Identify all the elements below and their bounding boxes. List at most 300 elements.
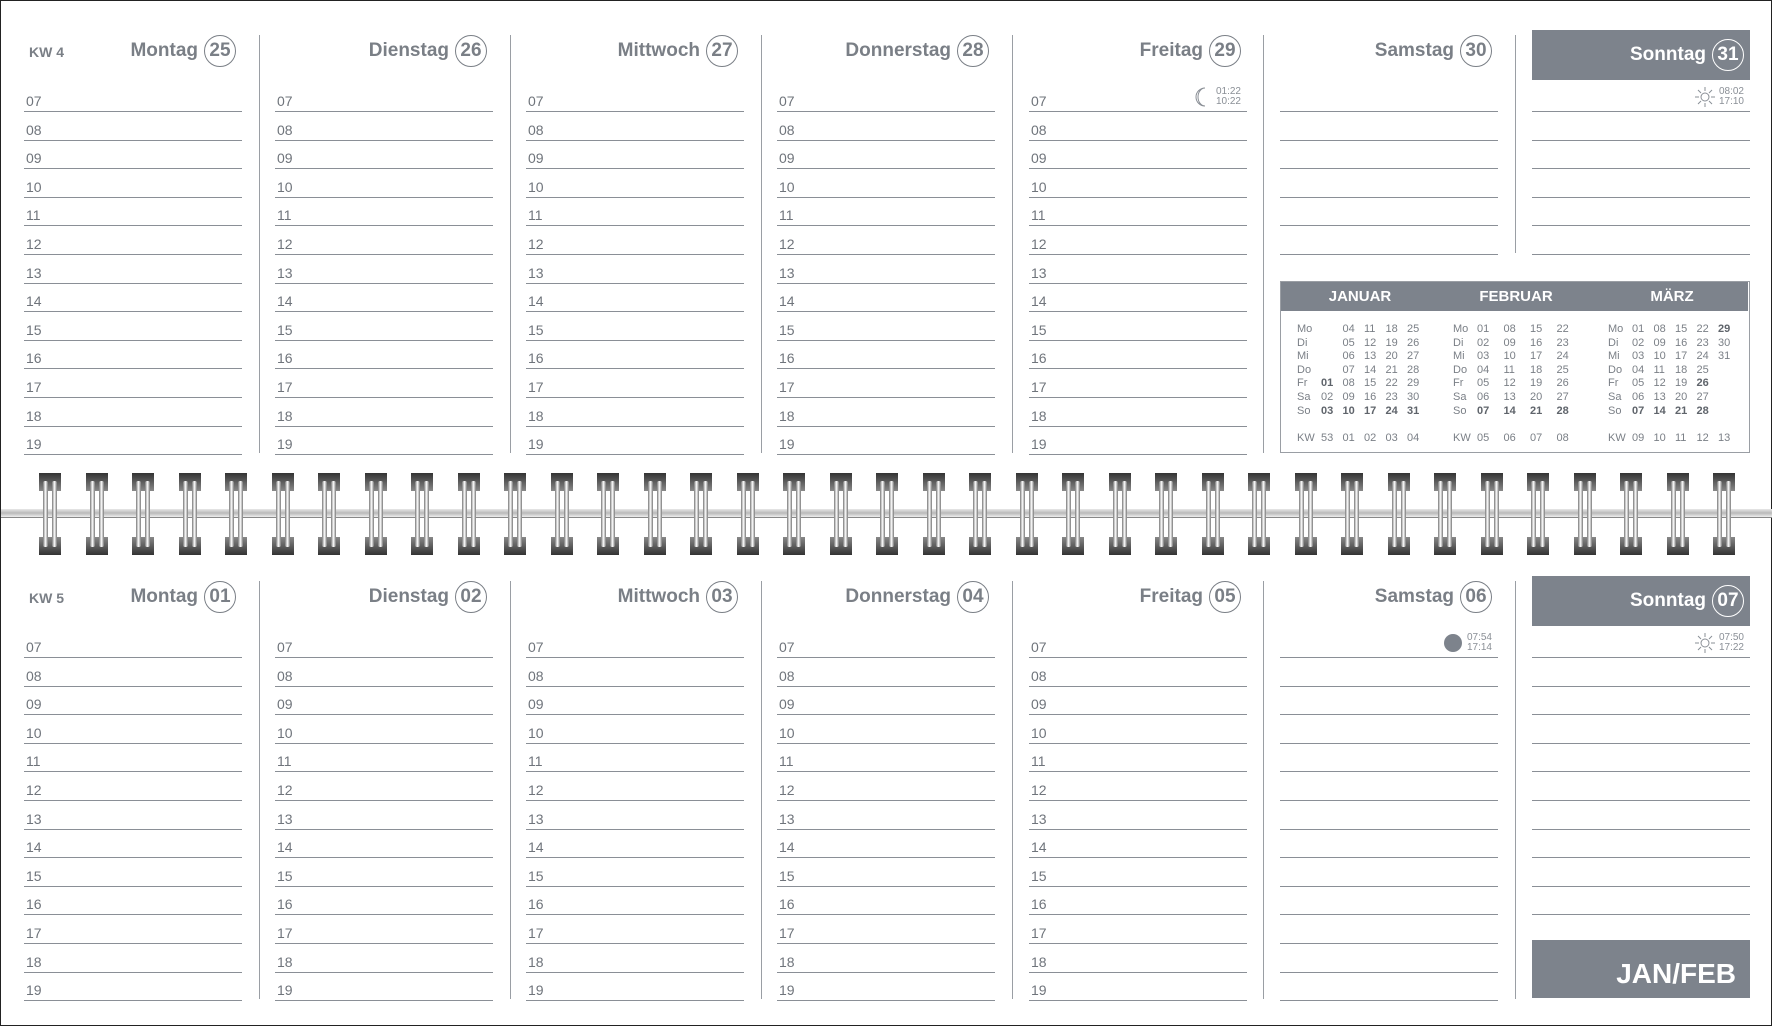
hour-line[interactable] — [777, 311, 995, 312]
hour-line[interactable] — [24, 197, 242, 198]
hour-line[interactable] — [1280, 743, 1498, 744]
date-cell[interactable]: 20 — [1675, 391, 1688, 403]
hour-line[interactable] — [526, 311, 744, 312]
date-cell[interactable]: 06 — [1342, 350, 1355, 363]
weekday-label: Mi — [1608, 350, 1620, 363]
hour-line[interactable] — [275, 943, 493, 944]
date-cell[interactable]: 19 — [1530, 377, 1543, 390]
hour-line[interactable] — [1029, 714, 1247, 715]
date-cell[interactable]: 28 — [1407, 363, 1420, 376]
date-cell[interactable]: 27 — [1407, 350, 1420, 363]
hour-line[interactable] — [1280, 1000, 1498, 1001]
date-cell[interactable]: 20 — [1530, 391, 1543, 403]
hour-line[interactable] — [1029, 397, 1247, 398]
hour-line[interactable] — [24, 943, 242, 944]
date-cell[interactable]: 10 — [1653, 432, 1666, 444]
date-cell[interactable]: 22 — [1556, 323, 1569, 335]
hour-line[interactable] — [275, 197, 493, 198]
hour-line[interactable] — [275, 857, 493, 858]
hour-line[interactable] — [1029, 743, 1247, 744]
date-cell[interactable]: 08 — [1653, 323, 1666, 335]
hour-line[interactable] — [1280, 943, 1498, 944]
hour-line[interactable] — [1532, 829, 1750, 830]
hour-line[interactable] — [275, 686, 493, 687]
hour-line[interactable] — [1532, 914, 1750, 915]
date-cell[interactable]: 15 — [1364, 377, 1377, 390]
hour-line[interactable] — [1029, 857, 1247, 858]
date-cell[interactable]: 13 — [1718, 432, 1731, 444]
date-cell[interactable]: 21 — [1385, 363, 1398, 376]
date-cell[interactable]: 02 — [1321, 391, 1334, 403]
hour-line[interactable] — [24, 829, 242, 830]
date-cell[interactable]: 27 — [1696, 391, 1709, 403]
coil-wire — [741, 481, 746, 547]
hour-line[interactable] — [1532, 168, 1750, 169]
hour-line[interactable] — [1029, 972, 1247, 973]
hour-label: 16 — [779, 896, 795, 913]
date-cell[interactable]: 02 — [1477, 336, 1490, 349]
hour-line[interactable] — [777, 454, 995, 455]
hour-line[interactable] — [1029, 829, 1247, 830]
hour-line[interactable] — [24, 800, 242, 801]
hour-line[interactable] — [526, 225, 744, 226]
hour-line[interactable] — [24, 283, 242, 284]
date-cell[interactable]: 19 — [1385, 336, 1398, 349]
coil-wire — [517, 481, 522, 547]
date-cell[interactable]: 01 — [1321, 377, 1334, 390]
hour-line[interactable] — [1280, 800, 1498, 801]
date-cell[interactable]: 03 — [1632, 350, 1645, 363]
date-cell[interactable]: 30 — [1407, 391, 1420, 403]
date-cell[interactable]: 18 — [1385, 323, 1398, 335]
hour-line[interactable] — [24, 254, 242, 255]
date-cell[interactable]: 10 — [1653, 350, 1666, 363]
date-cell[interactable]: 17 — [1530, 350, 1543, 363]
hour-line[interactable] — [1029, 111, 1247, 112]
date-cell[interactable]: 30 — [1718, 336, 1731, 349]
hour-line[interactable] — [1532, 857, 1750, 858]
hour-line[interactable] — [1280, 111, 1498, 112]
hour-line[interactable] — [526, 426, 744, 427]
date-cell[interactable]: 09 — [1503, 336, 1516, 349]
hour-line[interactable] — [777, 397, 995, 398]
day-header[interactable] — [1270, 26, 1498, 76]
hour-line[interactable] — [777, 943, 995, 944]
date-cell[interactable]: 31 — [1407, 404, 1420, 417]
hour-line[interactable] — [1029, 1000, 1247, 1001]
hour-line[interactable] — [275, 1000, 493, 1001]
date-cell[interactable]: 23 — [1385, 391, 1398, 403]
hour-line[interactable] — [1280, 771, 1498, 772]
hour-line[interactable] — [275, 972, 493, 973]
date-cell[interactable]: 10 — [1503, 350, 1516, 363]
day-header[interactable] — [1019, 26, 1247, 76]
hour-line[interactable] — [526, 340, 744, 341]
hour-line[interactable] — [1532, 800, 1750, 801]
date-cell[interactable]: 15 — [1530, 323, 1543, 335]
hour-line[interactable] — [777, 168, 995, 169]
hour-line[interactable] — [777, 800, 995, 801]
date-cell[interactable]: 03 — [1477, 350, 1490, 363]
hour-line[interactable] — [1029, 943, 1247, 944]
date-cell[interactable]: 12 — [1364, 336, 1377, 349]
day-header[interactable] — [14, 572, 242, 622]
hour-line[interactable] — [275, 368, 493, 369]
date-cell[interactable]: 18 — [1675, 363, 1688, 376]
date-cell[interactable]: 02 — [1364, 432, 1377, 444]
hour-line[interactable] — [275, 111, 493, 112]
date-cell[interactable]: 16 — [1675, 336, 1688, 349]
date-cell[interactable]: 08 — [1556, 432, 1569, 444]
hour-line[interactable] — [1029, 914, 1247, 915]
hour-line[interactable] — [1532, 771, 1750, 772]
hour-line[interactable] — [526, 1000, 744, 1001]
date-cell[interactable]: 23 — [1556, 336, 1569, 349]
hour-line[interactable] — [1532, 657, 1750, 658]
date-cell[interactable]: 26 — [1407, 336, 1420, 349]
date-cell[interactable]: 07 — [1530, 432, 1543, 444]
hour-line[interactable] — [1029, 368, 1247, 369]
day-header[interactable] — [1019, 572, 1247, 622]
hour-line[interactable] — [1280, 857, 1498, 858]
hour-line[interactable] — [1280, 254, 1498, 255]
hour-line[interactable] — [24, 397, 242, 398]
hour-line[interactable] — [24, 368, 242, 369]
hour-label: 07 — [779, 93, 795, 109]
hour-line[interactable] — [275, 714, 493, 715]
hour-line[interactable] — [24, 454, 242, 455]
hour-line[interactable] — [24, 311, 242, 312]
date-cell[interactable]: 07 — [1477, 404, 1490, 417]
date-cell[interactable]: 11 — [1503, 363, 1515, 376]
hour-line[interactable] — [1532, 111, 1750, 112]
date-cell[interactable]: 15 — [1675, 323, 1688, 335]
hour-line[interactable] — [1029, 800, 1247, 801]
date-cell[interactable]: 13 — [1653, 391, 1666, 403]
month-name: MÄRZ — [1650, 288, 1694, 305]
hour-line[interactable] — [1280, 686, 1498, 687]
date-cell[interactable]: 02 — [1632, 336, 1645, 349]
date-cell[interactable]: 28 — [1556, 404, 1569, 417]
hour-line[interactable] — [526, 397, 744, 398]
date-cell[interactable]: 14 — [1653, 404, 1666, 417]
hour-line[interactable] — [24, 140, 242, 141]
hour-line[interactable] — [1029, 771, 1247, 772]
hour-line[interactable] — [1532, 743, 1750, 744]
hour-line[interactable] — [275, 771, 493, 772]
date-cell[interactable]: 06 — [1503, 432, 1516, 444]
hour-line[interactable] — [777, 771, 995, 772]
hour-line[interactable] — [1280, 140, 1498, 141]
hour-line[interactable] — [275, 914, 493, 915]
hour-line[interactable] — [24, 657, 242, 658]
hour-line[interactable] — [777, 426, 995, 427]
hour-line[interactable] — [777, 914, 995, 915]
date-cell[interactable]: 11 — [1675, 432, 1687, 444]
day-number: 28 — [957, 35, 989, 67]
coil-wire — [1354, 481, 1359, 547]
date-cell[interactable]: 04 — [1407, 432, 1420, 444]
hour-line[interactable] — [1029, 886, 1247, 887]
hour-line[interactable] — [1029, 283, 1247, 284]
hour-line[interactable] — [1280, 714, 1498, 715]
hour-line[interactable] — [777, 743, 995, 744]
hour-line[interactable] — [1029, 340, 1247, 341]
hour-line[interactable] — [777, 368, 995, 369]
date-cell[interactable]: 11 — [1653, 363, 1665, 376]
hour-line[interactable] — [777, 857, 995, 858]
date-cell[interactable]: 22 — [1385, 377, 1398, 390]
date-cell[interactable]: 29 — [1718, 323, 1731, 335]
date-cell[interactable]: 26 — [1696, 377, 1709, 390]
hour-line[interactable] — [526, 686, 744, 687]
hour-line[interactable] — [24, 857, 242, 858]
hour-line[interactable] — [1280, 829, 1498, 830]
date-cell[interactable]: 03 — [1385, 432, 1398, 444]
day-header[interactable] — [1532, 576, 1750, 626]
hour-line[interactable] — [1532, 254, 1750, 255]
hour-line[interactable] — [24, 771, 242, 772]
hour-line[interactable] — [275, 254, 493, 255]
hour-line[interactable] — [1280, 168, 1498, 169]
date-cell[interactable]: 17 — [1364, 404, 1377, 417]
hour-line[interactable] — [526, 714, 744, 715]
hour-line[interactable] — [1280, 886, 1498, 887]
hour-line[interactable] — [777, 340, 995, 341]
hour-line[interactable] — [1280, 225, 1498, 226]
date-cell[interactable]: 19 — [1675, 377, 1688, 390]
date-cell[interactable]: 16 — [1364, 391, 1377, 403]
hour-line[interactable] — [275, 454, 493, 455]
hour-line[interactable] — [526, 111, 744, 112]
date-cell[interactable]: 12 — [1653, 377, 1666, 390]
column-divider — [1263, 581, 1264, 999]
hour-line[interactable] — [526, 829, 744, 830]
hour-line[interactable] — [1532, 140, 1750, 141]
date-cell[interactable]: 05 — [1632, 377, 1645, 390]
day-header[interactable] — [1532, 30, 1750, 80]
hour-line[interactable] — [275, 140, 493, 141]
hour-line[interactable] — [1029, 311, 1247, 312]
date-cell[interactable]: 05 — [1342, 336, 1355, 349]
hour-line[interactable] — [777, 254, 995, 255]
hour-line[interactable] — [1280, 972, 1498, 973]
hour-line[interactable] — [777, 657, 995, 658]
hour-line[interactable] — [275, 311, 493, 312]
day-header[interactable] — [265, 572, 493, 622]
hour-line[interactable] — [24, 714, 242, 715]
hour-line[interactable] — [275, 397, 493, 398]
day-header[interactable] — [1270, 572, 1498, 622]
date-cell[interactable]: 21 — [1530, 404, 1543, 417]
date-cell[interactable]: 08 — [1503, 323, 1516, 335]
date-cell[interactable]: 04 — [1632, 363, 1645, 376]
hour-line[interactable] — [275, 426, 493, 427]
hour-line[interactable] — [24, 340, 242, 341]
date-cell[interactable]: 25 — [1556, 363, 1569, 376]
date-cell[interactable]: 16 — [1530, 336, 1543, 349]
hour-line[interactable] — [24, 886, 242, 887]
coil-wire — [973, 481, 978, 547]
date-cell[interactable]: 22 — [1696, 323, 1709, 335]
hour-label: 15 — [1031, 321, 1047, 338]
date-cell[interactable]: 24 — [1385, 404, 1398, 417]
date-cell[interactable]: 06 — [1477, 391, 1490, 403]
coil-wire — [1578, 481, 1583, 547]
date-cell[interactable]: 09 — [1342, 391, 1355, 403]
date-cell[interactable]: 08 — [1342, 377, 1355, 390]
day-header[interactable] — [767, 26, 995, 76]
hour-line[interactable] — [1029, 426, 1247, 427]
hour-line[interactable] — [526, 140, 744, 141]
day-header[interactable] — [767, 572, 995, 622]
date-cell[interactable]: 23 — [1696, 336, 1709, 349]
date-cell[interactable]: 20 — [1385, 350, 1398, 363]
hour-line[interactable] — [777, 197, 995, 198]
hour-line[interactable] — [777, 686, 995, 687]
hour-line[interactable] — [526, 800, 744, 801]
hour-line[interactable] — [526, 368, 744, 369]
hour-line[interactable] — [275, 225, 493, 226]
hour-line[interactable] — [1532, 197, 1750, 198]
hour-line[interactable] — [1532, 886, 1750, 887]
hour-line[interactable] — [1532, 686, 1750, 687]
hour-line[interactable] — [526, 972, 744, 973]
date-cell[interactable]: 14 — [1503, 404, 1516, 417]
hour-line[interactable] — [24, 686, 242, 687]
date-cell[interactable]: 25 — [1407, 323, 1420, 335]
hour-line[interactable] — [526, 454, 744, 455]
hour-line[interactable] — [1532, 714, 1750, 715]
hour-line[interactable] — [777, 886, 995, 887]
date-cell[interactable]: 24 — [1696, 350, 1709, 363]
coil-wire — [648, 481, 653, 547]
hour-line[interactable] — [777, 283, 995, 284]
hour-line[interactable] — [526, 857, 744, 858]
date-cell[interactable]: 01 — [1477, 323, 1490, 335]
date-cell[interactable]: 24 — [1556, 350, 1569, 363]
hour-line[interactable] — [1029, 254, 1247, 255]
date-cell[interactable]: 11 — [1364, 323, 1376, 335]
hour-line[interactable] — [24, 111, 242, 112]
date-cell[interactable]: 21 — [1675, 404, 1688, 417]
hour-line[interactable] — [526, 168, 744, 169]
date-cell[interactable]: 10 — [1342, 404, 1355, 417]
hour-line[interactable] — [777, 972, 995, 973]
spiral-coil — [1388, 473, 1410, 555]
hour-line[interactable] — [777, 829, 995, 830]
date-cell[interactable]: 53 — [1321, 432, 1334, 444]
hour-line[interactable] — [1280, 657, 1498, 658]
hour-line[interactable] — [526, 743, 744, 744]
hour-line[interactable] — [1029, 657, 1247, 658]
hour-line[interactable] — [275, 800, 493, 801]
date-cell[interactable]: 26 — [1556, 377, 1569, 390]
hour-label: 07 — [26, 639, 42, 655]
date-cell[interactable]: 28 — [1696, 404, 1709, 417]
date-cell[interactable]: 04 — [1342, 323, 1355, 335]
hour-line[interactable] — [526, 771, 744, 772]
day-header[interactable] — [516, 26, 744, 76]
hour-line[interactable] — [1280, 197, 1498, 198]
day-header[interactable] — [516, 572, 744, 622]
date-cell[interactable]: 03 — [1321, 404, 1334, 417]
hour-line[interactable] — [1029, 454, 1247, 455]
date-cell[interactable]: 05 — [1477, 377, 1490, 390]
hour-line[interactable] — [1029, 168, 1247, 169]
hour-label: 18 — [26, 407, 42, 424]
hour-line[interactable] — [24, 426, 242, 427]
date-cell[interactable]: 18 — [1530, 363, 1543, 376]
date-cell[interactable]: 13 — [1364, 350, 1377, 363]
hour-line[interactable] — [24, 1000, 242, 1001]
date-cell[interactable]: 25 — [1696, 363, 1709, 376]
date-cell[interactable]: 09 — [1632, 432, 1645, 444]
hour-line[interactable] — [275, 886, 493, 887]
day-header[interactable] — [14, 26, 242, 76]
date-cell[interactable]: 13 — [1503, 391, 1516, 403]
hour-line[interactable] — [526, 283, 744, 284]
date-cell[interactable]: 29 — [1407, 377, 1420, 390]
date-cell[interactable]: 31 — [1718, 350, 1731, 363]
date-cell[interactable]: 01 — [1632, 323, 1645, 335]
hour-line[interactable] — [24, 168, 242, 169]
date-cell[interactable]: 27 — [1556, 391, 1569, 403]
date-cell[interactable]: 04 — [1477, 363, 1490, 376]
date-cell[interactable]: 05 — [1477, 432, 1490, 444]
date-cell[interactable]: 09 — [1653, 336, 1666, 349]
hour-line[interactable] — [24, 225, 242, 226]
hour-line[interactable] — [526, 943, 744, 944]
hour-line[interactable] — [275, 657, 493, 658]
hour-line[interactable] — [1280, 914, 1498, 915]
hour-line[interactable] — [1029, 686, 1247, 687]
hour-line[interactable] — [777, 714, 995, 715]
date-cell[interactable]: 12 — [1696, 432, 1709, 444]
hour-line[interactable] — [777, 111, 995, 112]
hour-line[interactable] — [1029, 140, 1247, 141]
date-cell[interactable]: 12 — [1503, 377, 1516, 390]
date-cell[interactable]: 07 — [1342, 363, 1355, 376]
hour-line[interactable] — [526, 197, 744, 198]
day-header[interactable] — [265, 26, 493, 76]
hour-line[interactable] — [275, 829, 493, 830]
hour-line[interactable] — [1029, 197, 1247, 198]
day-name: Montag — [130, 40, 198, 61]
hour-line[interactable] — [1532, 225, 1750, 226]
hour-line[interactable] — [275, 168, 493, 169]
date-cell[interactable]: 07 — [1632, 404, 1645, 417]
hour-line[interactable] — [526, 254, 744, 255]
date-cell[interactable]: 14 — [1364, 363, 1377, 376]
hour-line[interactable] — [526, 914, 744, 915]
date-cell[interactable]: 06 — [1632, 391, 1645, 403]
hour-line[interactable] — [24, 743, 242, 744]
hour-line[interactable] — [275, 340, 493, 341]
hour-line[interactable] — [24, 914, 242, 915]
hour-line[interactable] — [526, 657, 744, 658]
hour-line[interactable] — [777, 140, 995, 141]
hour-line[interactable] — [275, 743, 493, 744]
hour-line[interactable] — [777, 1000, 995, 1001]
hour-line[interactable] — [24, 972, 242, 973]
date-cell[interactable]: 17 — [1675, 350, 1688, 363]
hour-line[interactable] — [777, 225, 995, 226]
date-cell[interactable]: 01 — [1342, 432, 1355, 444]
hour-line[interactable] — [1029, 225, 1247, 226]
hour-line[interactable] — [526, 886, 744, 887]
hour-line[interactable] — [275, 283, 493, 284]
